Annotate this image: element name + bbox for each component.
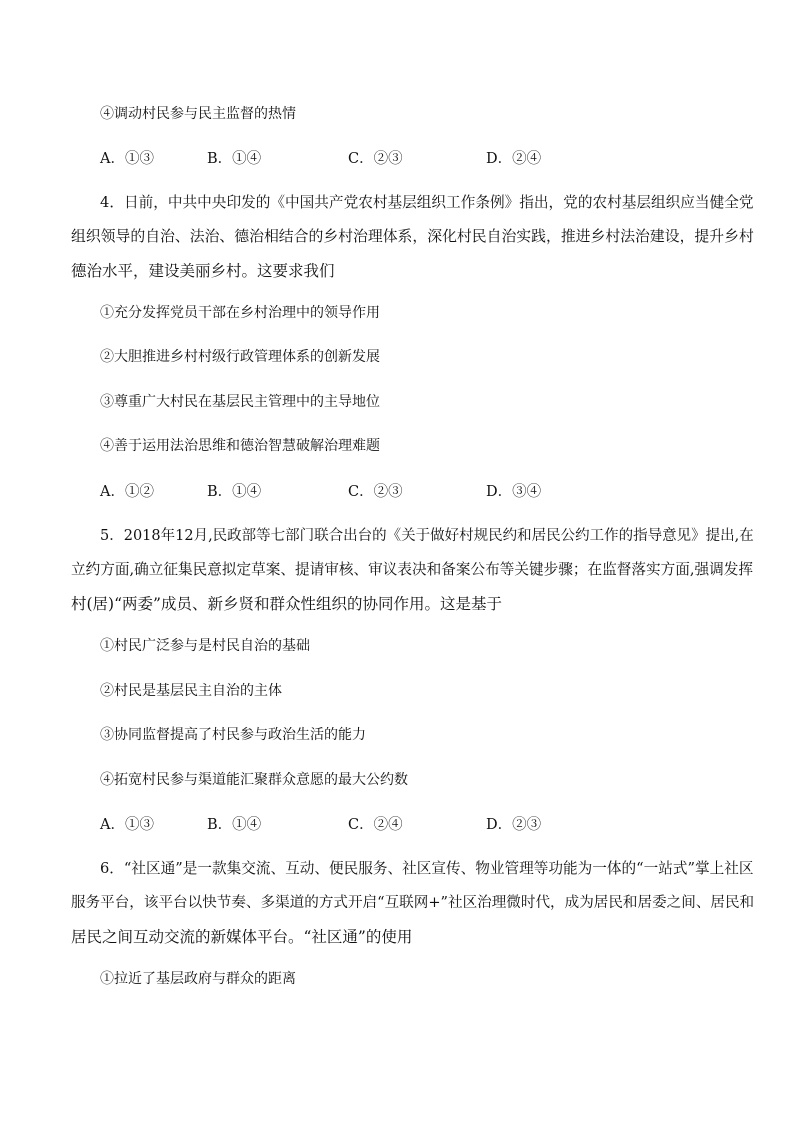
q3-answer-options	[0, 147, 794, 169]
q3-option-d: D．②④	[486, 151, 542, 167]
q4-statement-3: ③尊重广大村民在基层民主管理中的主导地位	[100, 394, 380, 410]
q5-answer-options	[0, 813, 794, 835]
q3-option-c: C．②③	[348, 151, 403, 167]
q6-statement-1: ①拉近了基层政府与群众的距离	[100, 971, 296, 987]
q5-option-b: B．①④	[207, 817, 262, 833]
q6-stem-line-3: 居民之间互动交流的新媒体平台。“社区通”的使用	[71, 928, 413, 946]
q4-stem-line-1: 4．日前，中共中央印发的《中国共产党农村基层组织工作条例》指出，党的农村基层组织应当健全党	[100, 194, 754, 211]
q4-answer-options	[0, 480, 794, 502]
q3-option-a: A．①③	[100, 151, 154, 167]
q4-option-a: A．①②	[100, 484, 154, 500]
q5-stem-line-3: 村(居)“两委”成员、新乡贤和群众性组织的协同作用。这是基于	[71, 595, 502, 613]
q4-stem-line-2: 组织领导的自治、法治、德治相结合的乡村治理体系，深化村民自治实践，推进乡村法治建设，提升乡村	[71, 227, 754, 245]
q4-option-c: C．②③	[348, 484, 403, 500]
q4-statement-4: ④善于运用法治思维和德治智慧破解治理难题	[100, 438, 380, 454]
q5-option-c: C．②④	[348, 817, 403, 833]
q5-statement-3: ③协同监督提高了村民参与政治生活的能力	[100, 727, 366, 743]
q5-stem-line-2: 立约方面,确立征集民意拟定草案、提请审核、审议表决和备案公布等关键步骤；在监督落实方面,强调发挥	[71, 561, 754, 578]
q6-stem-line-2: 服务平台，该平台以快节奏、多渠道的方式开启“互联网+”社区治理微时代，成为居民和居委之间、居民和	[71, 894, 755, 911]
q5-statement-2: ②村民是基层民主自治的主体	[100, 683, 282, 699]
q5-statement-1: ①村民广泛参与是村民自治的基础	[100, 638, 310, 654]
q3-option-b: B．①④	[207, 151, 262, 167]
q4-option-b: B．①④	[207, 484, 262, 500]
q6-stem-line-1: 6．“社区通”是一款集交流、互动、便民服务、社区宣传、物业管理等功能为一体的“一站式”掌上社区	[100, 860, 754, 877]
q3-statement-4: ④调动村民参与民主监督的热情	[100, 106, 296, 122]
q5-statement-4: ④拓宽村民参与渠道能汇聚群众意愿的最大公约数	[100, 772, 408, 788]
q5-option-d: D．②③	[486, 817, 542, 833]
q4-statement-2: ②大胆推进乡村村级行政管理体系的创新发展	[100, 349, 380, 365]
q5-option-a: A．①③	[100, 817, 154, 833]
q4-option-d: D．③④	[486, 484, 542, 500]
q4-statement-1: ①充分发挥党员干部在乡村治理中的领导作用	[100, 305, 380, 321]
q4-stem-line-3: 德治水平，建设美丽乡村。这要求我们	[71, 262, 335, 280]
q5-stem-line-1: 5．2018年12月,民政部等七部门联合出台的《关于做好村规民约和居民公约工作的指导意见》提出,在	[100, 528, 754, 544]
